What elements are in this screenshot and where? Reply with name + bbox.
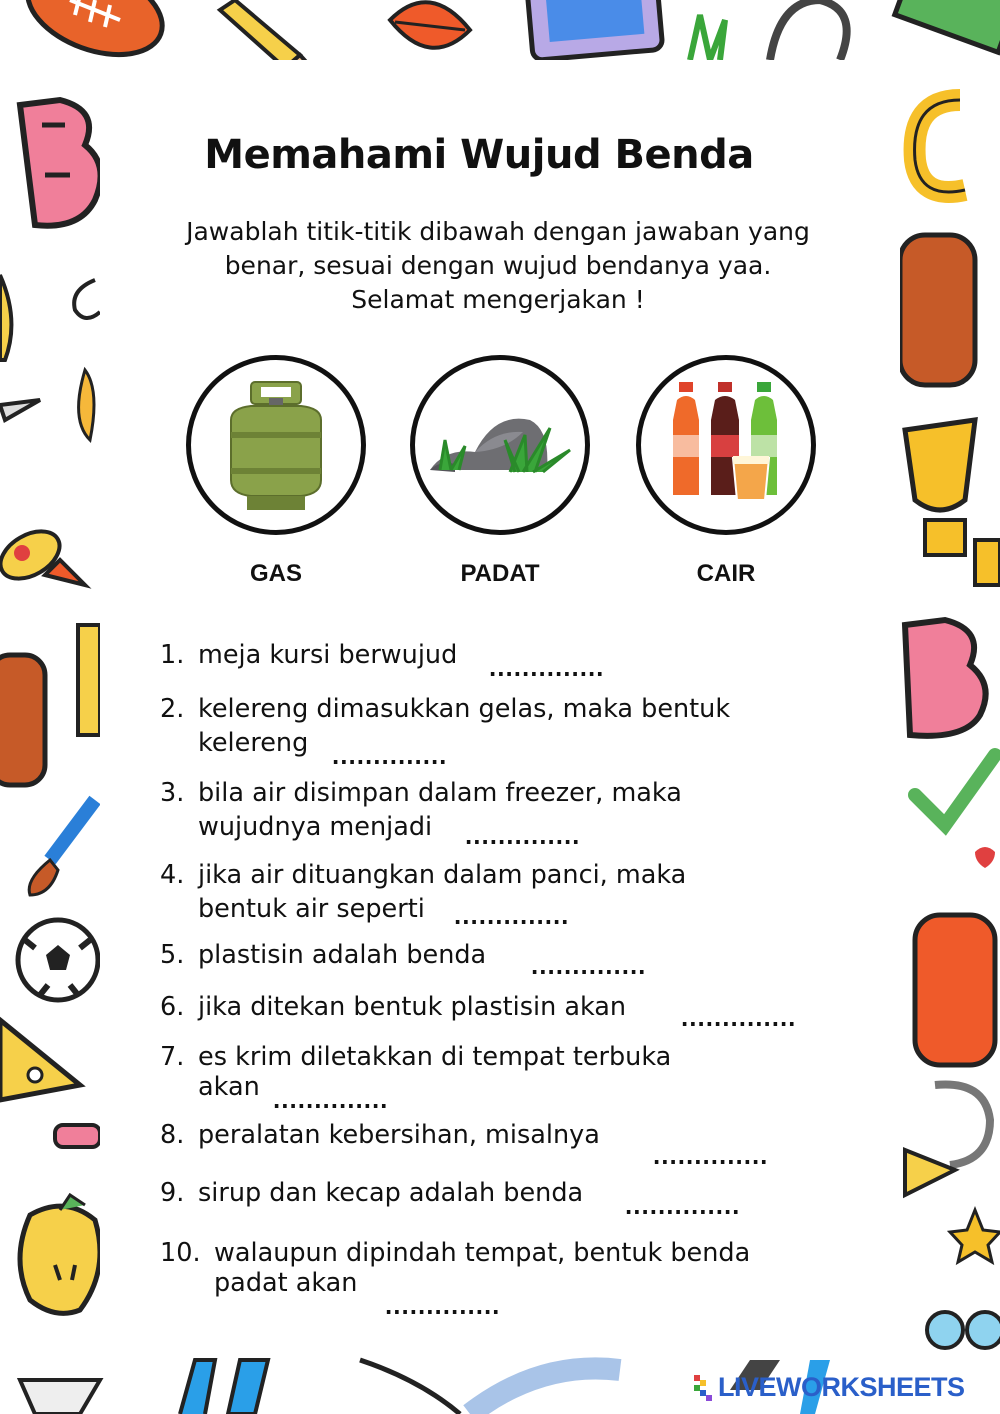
question-text-line-2: padat akan: [214, 1268, 358, 1298]
question-number: 9.: [160, 1178, 185, 1208]
paintbrush-doodle: [29, 800, 95, 895]
answer-blank-2[interactable]: ..............: [329, 745, 445, 770]
instruction-line: benar, sesuai dengan wujud bendanya yaa.: [224, 251, 772, 280]
question-text: sirup dan kecap adalah benda: [198, 1178, 584, 1208]
soda-bottles-icon: [641, 360, 811, 530]
heart-doodle: [975, 847, 995, 868]
ruler-doodle: [78, 625, 100, 735]
gas-cylinder-icon: [191, 360, 361, 530]
question-number: 6.: [160, 992, 185, 1022]
question-number: 7.: [160, 1042, 185, 1072]
question-number: 8.: [160, 1120, 185, 1150]
answer-blank-1[interactable]: ..............: [486, 657, 602, 682]
question-text-line-2: wujudnya menjadi: [198, 812, 433, 842]
gas-label: GAS: [249, 560, 302, 587]
checkmark-doodle: [915, 755, 995, 825]
question-text: bila air disimpan dalam freezer, maka: [198, 778, 682, 808]
paperclip-doodle: [770, 0, 847, 60]
cheese-doodle: [0, 1020, 80, 1100]
answer-blank-4[interactable]: ..............: [451, 905, 567, 930]
question-text: kelereng dimasukkan gelas, maka bentuk: [198, 694, 731, 724]
backpack-doodle: [0, 655, 45, 785]
apple-doodle: [20, 1195, 100, 1313]
paperclip-doodle-2: [935, 1084, 990, 1165]
eraser-doodle: [55, 1125, 100, 1147]
answer-blank-10[interactable]: ..............: [382, 1295, 498, 1320]
rocket-doodle: [0, 522, 85, 589]
liquid-label: CAIR: [696, 560, 756, 587]
question-text: meja kursi berwujud: [198, 640, 458, 670]
glasses-doodle: [927, 1312, 1000, 1348]
answer-blank-8[interactable]: ..............: [650, 1145, 766, 1170]
backpack-doodle-2: [900, 235, 975, 385]
hook-doodle: [74, 280, 100, 318]
liveworksheets-watermark[interactable]: LIVEWORKSHEETS: [718, 1372, 965, 1402]
plane-doodle: [0, 400, 40, 420]
trophy-doodle: [905, 420, 1000, 585]
question-number: 3.: [160, 778, 185, 808]
answer-blank-3[interactable]: ..............: [462, 825, 578, 850]
question-text-line-2: akan: [198, 1072, 260, 1102]
question-number: 4.: [160, 860, 185, 890]
answer-blank-9[interactable]: ..............: [622, 1195, 738, 1220]
paper-boat-doodle: [20, 1380, 100, 1414]
tablet-doodle: [527, 0, 663, 61]
feather-doodle: [470, 1368, 620, 1414]
leaf-doodle: [390, 2, 470, 48]
solid-label: PADAT: [460, 560, 540, 587]
letter-a-doodle-2: [228, 1360, 268, 1414]
question-text: plastisin adalah benda: [198, 940, 487, 970]
rock-grass-icon: [415, 360, 585, 530]
star-doodle: [950, 1210, 1000, 1262]
question-text: jika air dituangkan dalam panci, maka: [198, 860, 687, 890]
liquid-circle: [636, 355, 816, 535]
question-number: 5.: [160, 940, 185, 970]
question-text-line-2: bentuk air seperti: [198, 894, 425, 924]
soccer-ball-doodle: [18, 920, 98, 1000]
leaf-doodle-2: [79, 370, 94, 440]
question-text: peralatan kebersihan, misalnya: [198, 1120, 600, 1150]
backpack-doodle-3: [915, 915, 995, 1065]
question-number: 1.: [160, 640, 185, 670]
liveworksheets-logo-icon: [694, 1375, 712, 1401]
instructions: [100, 215, 896, 317]
grass-doodle: [690, 15, 725, 60]
letter-b-doodle-2: [905, 620, 986, 736]
worksheet-title: Memahami Wujud Benda: [204, 132, 754, 178]
question-number: 10.: [160, 1238, 201, 1268]
question-text-line-2: kelereng: [198, 728, 309, 758]
answer-blank-6[interactable]: ..............: [678, 1007, 794, 1032]
answer-blank-5[interactable]: ..............: [528, 955, 644, 980]
letter-a-doodle: [180, 1360, 215, 1414]
instruction-line: Jawablah titik-titik dibawah dengan jawaban yang: [186, 217, 810, 246]
question-text: walaupun dipindah tempat, bentuk benda: [214, 1238, 751, 1268]
book-doodle: [895, 0, 1000, 52]
question-number: 2.: [160, 694, 185, 724]
question-text: jika ditekan bentuk plastisin akan: [198, 992, 627, 1022]
gas-circle: [186, 355, 366, 535]
solid-circle: [410, 355, 590, 535]
lemon-doodle: [0, 275, 11, 360]
string-doodle: [360, 1360, 460, 1414]
triangle-ruler-doodle: [905, 1150, 955, 1195]
answer-blank-7[interactable]: ..............: [270, 1089, 386, 1114]
question-text: es krim diletakkan di tempat terbuka: [198, 1042, 672, 1072]
instruction-line: Selamat mengerjakan !: [351, 285, 645, 314]
